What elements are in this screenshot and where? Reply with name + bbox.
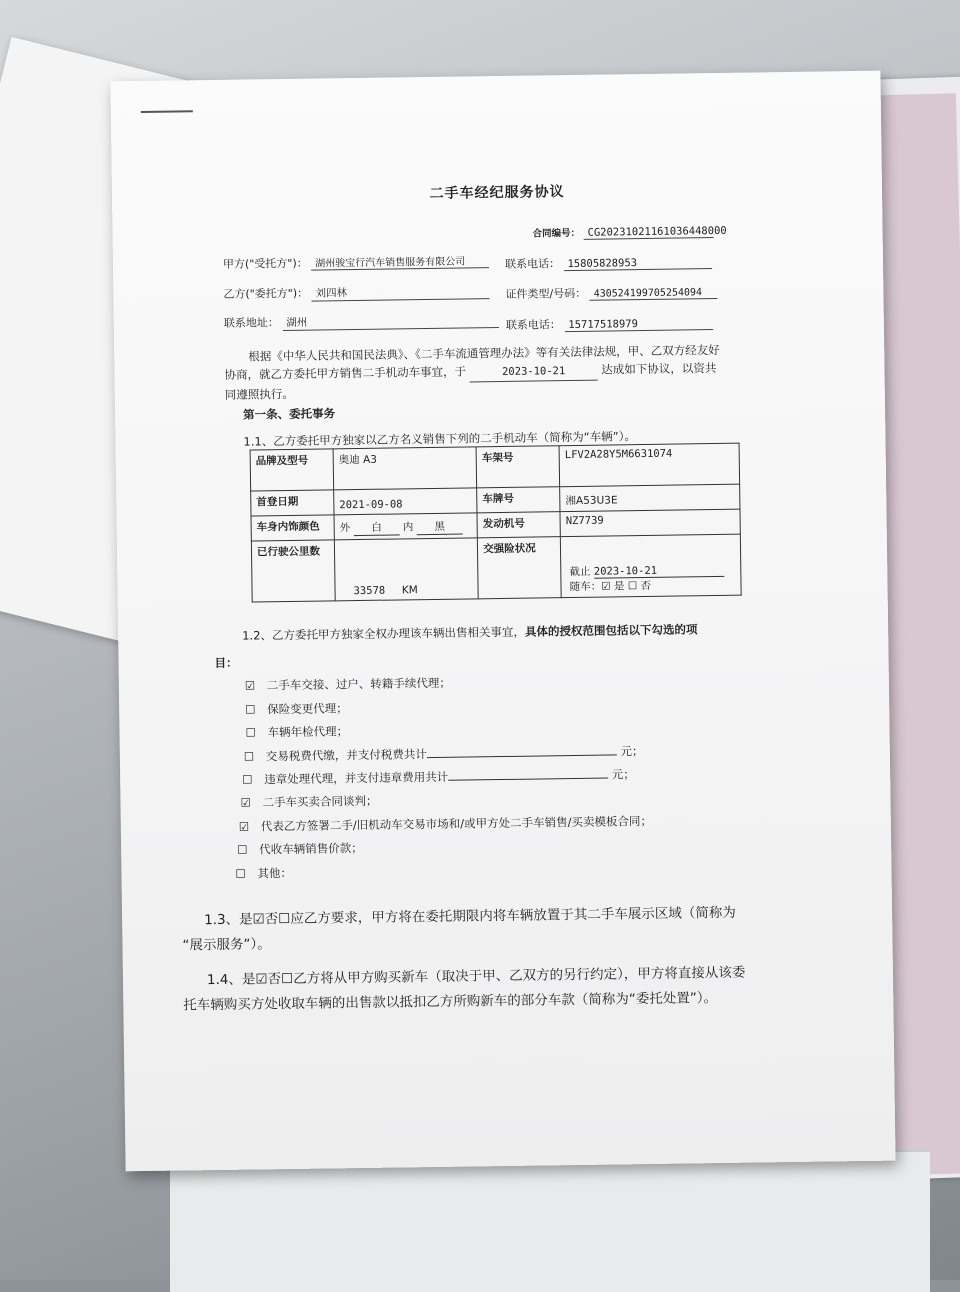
party-b-label: 乙方("委托方")： [223,286,309,301]
insurance-cell [561,534,742,598]
intro-text-end: 达成如下协议，以资共同遵照执行。 [224,360,717,402]
clause-1-3-line2: “展示服务”）。 [182,936,271,954]
party-a-phone-label: 联系电话： [504,257,561,271]
checkbox-icon: ☐ [243,749,255,764]
engine-label: 发动机号 [477,512,560,538]
party-a-label: 甲方("受托方")： [222,256,308,271]
party-b-phone-label: 联系电话： [505,318,561,332]
checkbox-icon: ☐ [245,702,256,717]
insurance-until-label: 截止 [569,565,591,579]
checkbox-icon: ☑ [240,795,251,811]
address: 湖州 [282,312,498,331]
mileage-cell [334,538,478,601]
insurance-with-car: 随车：☑ 是 ☐ 否 [569,579,652,594]
exterior-color: 白 [353,519,399,536]
party-b-name: 刘四林 [312,283,490,301]
plate-label: 车牌号 [477,487,560,513]
list-item-suffix: 元； [611,767,635,782]
party-a-row [223,252,489,272]
mileage-value: 33578 [353,584,386,598]
intro-paragraph [224,341,725,404]
mileage-unit: KM [401,584,418,597]
clause-1-2-bold: 具体的授权范围包括以下勾选的项 [524,622,698,639]
reg-date-value: 2021-09-08 [334,488,478,515]
party-b-phone: 15717518979 [564,317,712,332]
contract-page [110,71,895,1172]
id-label: 证件类型/号码： [505,286,587,301]
color-value [334,513,478,540]
id-row [505,283,717,302]
document-title: 二手车经纪服务协议 [429,184,565,202]
party-b-phone-row [506,314,713,333]
corner-mark [141,110,193,113]
list-item-text: 交易税费代缴，并支付税费共计 [265,746,427,763]
checkbox-icon: ☑ [238,819,250,834]
engine-value: NZ7739 [560,509,740,537]
folder [170,1150,930,1292]
contract-number-row [532,223,727,241]
clause-1-3 [182,899,845,958]
clause-1-1: 1.1、乙方委托甲方独家以乙方名义销售下列的二手机动车（简称为“车辆”）。 [243,429,636,449]
contract-number-label: 合同编号： [532,227,581,240]
amount-blank [427,744,617,758]
list-item-text: 代收车辆销售价款； [259,841,363,857]
plate-value: 湘A53U3E [560,484,740,512]
authorization-list [214,646,653,886]
checkbox-icon: ☐ [242,772,253,787]
vin-label: 车架号 [476,446,560,488]
clause-1-3-line1: 1.3、是☑否☐应乙方要求，甲方将在委托期限内将车辆放置于其二手车展示区域（简称为 [204,904,736,929]
brand-value: 奥迪 A3 [333,447,477,490]
insurance-until-date: 2023-10-21 [594,564,724,579]
list-item-text: 违章处理代理，并支付违章费用共计 [264,769,449,787]
list-item-text: 保险变更代理； [267,700,348,717]
party-b-row [223,282,489,303]
list-item-text: 其他： [257,865,293,881]
party-a-phone-row [505,253,712,272]
vin-value: LFV2A28Y5M6631074 [559,443,739,487]
checkbox-icon: ☐ [245,725,256,740]
contract-number: CG20231021161036448000 [584,225,714,240]
checkbox-icon: ☐ [237,842,248,857]
color-label: 车身内饰颜色 [251,515,334,541]
id-number: 430524199705254094 [590,287,718,301]
interior-label: 内 [402,521,414,534]
clause-1-4 [183,959,848,1018]
exterior-label: 外 [339,522,351,535]
list-item-text: 二手车交接、过户、转籍手续代理； [266,676,451,693]
intro-text: 根据《中华人民共和国民法典》、《二手车流通管理办法》等有关法律法规，甲、乙双方经友好协商，就乙方委托甲方销售二手机动车事宜，于 [224,342,720,382]
address-row [224,311,499,332]
reg-date-label: 首登日期 [251,490,334,516]
vehicle-table [250,443,742,603]
address-label: 联系地址： [223,316,279,330]
amount-blank [448,768,608,781]
agreement-date: 2023-10-21 [470,362,598,383]
list-item-text: 代表乙方签署二手/旧机动车交易市场和/或甲方处二手车销售/买卖模板合同； [260,813,653,834]
interior-color: 黑 [417,519,463,536]
checkbox-icon: ☑ [244,678,256,694]
party-a-phone: 15805828953 [563,256,711,271]
clause-1-4-line1: 1.4、是☑否☐乙方将从甲方购买新车（取决于甲、乙双方的另行约定），甲方将直接从该委 [206,964,746,989]
mileage-label: 已行驶公里数 [251,540,335,602]
checkbox-icon: ☐ [235,866,246,881]
insurance-label: 交强险状况 [478,537,562,599]
clause-1-2-cont: 目： [214,655,238,671]
list-item-text: 车辆年检代理； [267,724,349,740]
section-1-heading: 第一条、委托事务 [242,406,336,422]
clause-1-4-line2: 托车辆购买方处收取车辆的出售款以抵扣乙方所购新车的部分车款（简称为“委托处置”）。 [183,990,718,1014]
brand-label: 品牌及型号 [250,449,334,491]
list-item-suffix: 元； [620,743,644,758]
list-item-text: 二手车买卖合同谈判； [262,794,378,810]
clause-1-2-text: 1.2、乙方委托甲方独家全权办理该车辆出售相关事宜， [242,624,526,643]
party-a-name: 湖州骏宝行汽车销售服务有限公司 [311,252,489,270]
clause-1-2 [242,621,697,643]
